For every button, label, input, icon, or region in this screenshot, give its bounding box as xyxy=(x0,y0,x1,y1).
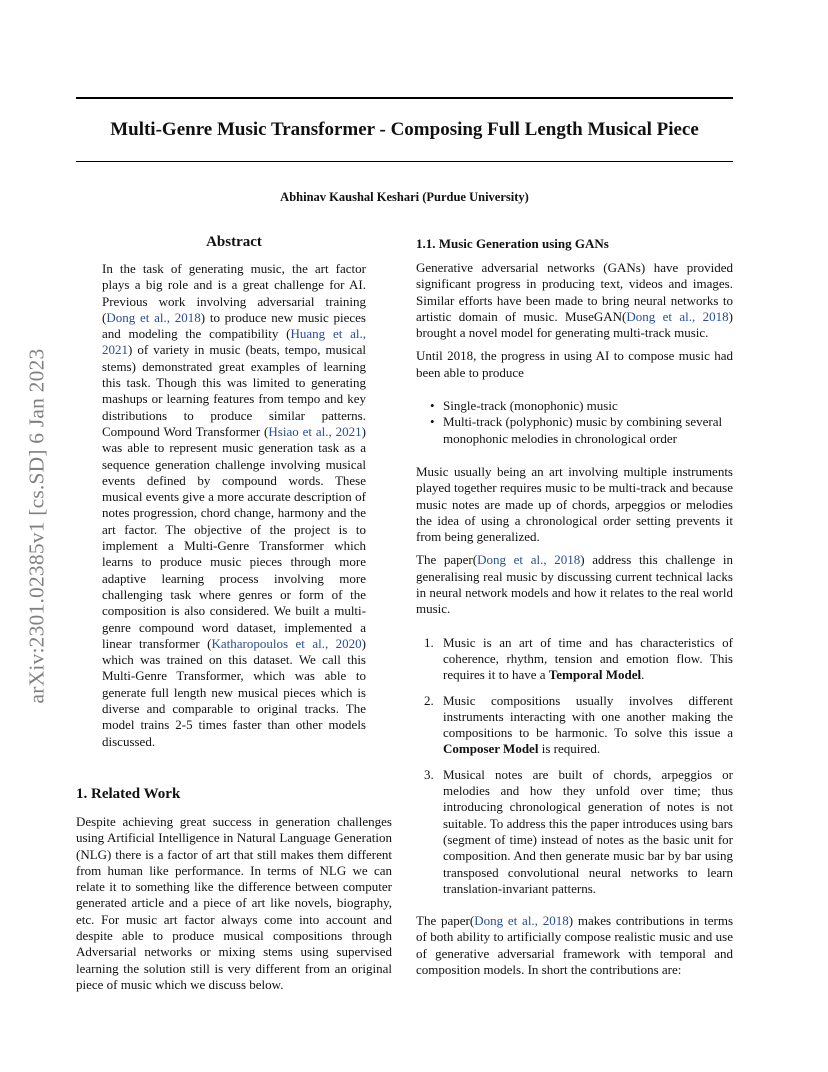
list-number: 1. xyxy=(424,634,434,650)
paragraph-text-part: The paper( xyxy=(416,552,478,568)
abstract-text-part: In the task of generating music, the art factor plays a big role and is a great challenge for AI. Previous work involving adversarial training ( xyxy=(102,261,366,325)
list-item xyxy=(416,635,733,684)
abstract-text xyxy=(102,261,366,750)
list-item-text: is required. xyxy=(538,741,601,757)
list-item-text: Multi-track (polyphonic) music by combining several monophonic melodies in chronological order xyxy=(443,414,723,446)
title-rule-top xyxy=(76,97,733,99)
gans-paragraph-1 xyxy=(416,260,733,341)
citation-link[interactable]: Katharopoulos et al., 2020 xyxy=(211,635,362,651)
list-item-text: Musical notes are built of chords, arpeggios or melodies and how they unfold over time; thus introducing chronological generation of notes is not suitable. To address this the paper introduces using bars (segment of time) instead of notes as the basic unit for composition. And then generate music bar by bar using transposed convolutional neural networks to learn translation-invariant patterns. xyxy=(443,766,733,896)
citation-link[interactable]: Huang et al., 2021 xyxy=(102,326,366,358)
abstract-text-part: ) which was trained on this dataset. We call this Multi-Genre Transformer, which was able to generate full length new musical pieces which is diverse and comparable to original tracks. The model trains 2-5 times faster than other models discussed. xyxy=(102,635,367,749)
list-item xyxy=(430,414,733,447)
list-item-bold: Temporal Model xyxy=(548,667,642,683)
list-item-bold: Composer Model xyxy=(443,741,539,757)
challenges-numbered-list xyxy=(416,635,733,897)
title-rule-bottom xyxy=(76,161,733,162)
gans-paragraph-5 xyxy=(416,913,733,978)
gans-subsection-heading: 1.1. Music Generation using GANs xyxy=(416,236,609,251)
paragraph-text-part: ) address this challenge in generalising real music by discussing current technical lacks in neural network models and how it relates to the real world music. xyxy=(416,552,733,617)
paragraph-text-part: The paper( xyxy=(416,913,475,929)
paragraph-text-part: ) brought a novel model for generating multi-track music. xyxy=(416,308,733,341)
related-work-paragraph: Despite achieving great success in generation challenges using Artificial Intelligence in Natural Language Generation (NLG) there is a factor of art that still makes them different from human like performance. In terms of NLG we can relate it to something like the difference between computer generated article and a piece of art like novels, biography, etc. For music art factor always come into account and despite able to produce musical compositions through Adversarial networks or mixing stems using supervised learning the solution still is very different from an original piece of music which we discuss below. xyxy=(76,813,392,992)
related-work-heading: 1. Related Work xyxy=(76,785,181,802)
citation-link[interactable]: Dong et al., 2018 xyxy=(106,309,201,325)
paragraph-text-part: Generative adversarial networks (GANs) have provided significant progress in producing text, videos and images. Similar efforts have been made to bring neural networks to artistic domain of music. MuseGAN( xyxy=(416,260,733,324)
list-item xyxy=(430,398,733,414)
list-item xyxy=(416,767,733,897)
abstract-heading: Abstract xyxy=(206,234,262,250)
list-item-text: . xyxy=(641,667,645,683)
citation-link[interactable]: Dong et al., 2018 xyxy=(477,552,581,568)
gans-paragraph-2: Until 2018, the progress in using AI to compose music had been able to produce xyxy=(416,348,733,380)
citation-link[interactable]: Hsiao et al., 2021 xyxy=(268,423,362,439)
list-item-text: Music is an art of time and has characteristics of coherence, rhythm, tension and emotion flow. This requires it to have a xyxy=(443,634,733,683)
paragraph-text-part: ) makes contributions in terms of both ability to artificially compose realistic music and use of generative adversarial framework with temporal and composition models. In short the contributions are: xyxy=(416,913,733,977)
list-number: 2. xyxy=(424,692,434,708)
arxiv-identifier: arXiv:2301.02385v1 [cs.SD] 6 Jan 2023 xyxy=(24,348,49,704)
right-column xyxy=(416,236,733,985)
left-column xyxy=(76,232,392,1000)
gans-paragraph-4 xyxy=(416,552,733,617)
progress-bullet-list xyxy=(416,398,733,447)
list-number: 3. xyxy=(424,766,434,782)
bullet-marker: • xyxy=(430,414,435,430)
list-item-text: Single-track (monophonic) music xyxy=(443,398,618,414)
list-item xyxy=(416,693,733,758)
bullet-marker: • xyxy=(430,398,435,414)
abstract-text-part: ) to produce new music pieces and modeling the compatibility ( xyxy=(102,309,366,342)
list-item-text: Music compositions usually involves different instruments interacting with one another making the compositions to be harmonic. To solve this issue a xyxy=(443,692,733,741)
abstract-text-part: ) of variety in music (beats, tempo, musical stems) demonstrated great examples of learning this task. Though this was limited to generating mashups or learning features from tempo and key distributions to produce similar patterns. Compound Word Transformer ( xyxy=(102,342,366,439)
abstract-text-part: ) was able to represent music generation task as a sequence generation challenge involving musical events defined by compound words. These musical events give a more accurate description of notes progression, chord change, harmony and the art factor. The objective of the project is to implement a Multi-Genre Transformer which learns to produce music pieces through more adaptive learning process involving more challenging task where genres or form of the composition is also considered. We built a multi-genre compound word dataset, implemented a linear transformer ( xyxy=(102,423,366,651)
abstract-section xyxy=(76,232,392,750)
paper-title: Multi-Genre Music Transformer - Composing Full Length Musical Piece xyxy=(110,119,699,140)
gans-paragraph-3: Music usually being an art involving multiple instruments played together requires music to be multi-track and because music notes are made up of chords, arpeggios or melodies the idea of using a chronological order setting prevents it from being generalized. xyxy=(416,463,733,545)
citation-link[interactable]: Dong et al., 2018 xyxy=(474,913,569,929)
citation-link[interactable]: Dong et al., 2018 xyxy=(626,308,729,324)
author-line: Abhinav Kaushal Keshari (Purdue University) xyxy=(280,190,529,204)
